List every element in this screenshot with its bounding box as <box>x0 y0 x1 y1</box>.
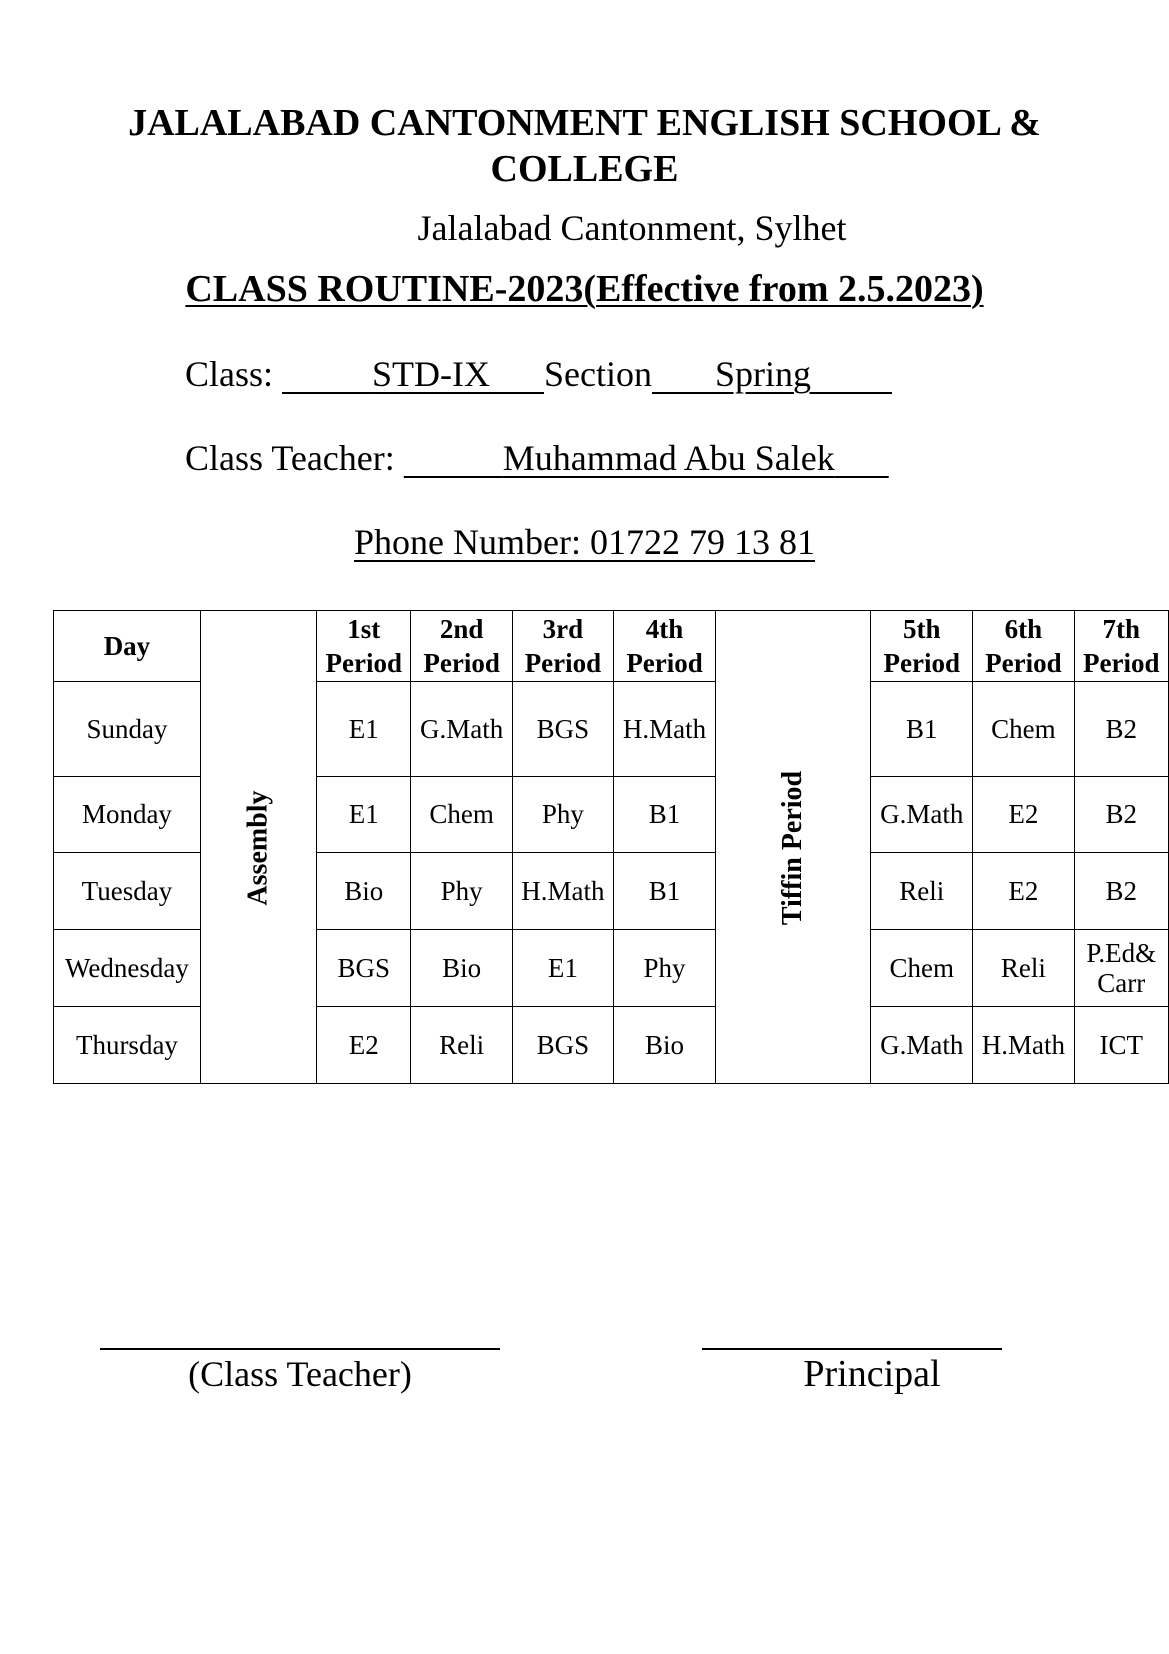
subject-cell: E2 <box>317 1007 411 1084</box>
day-header: Day <box>54 611 201 682</box>
teacher-label: Class Teacher: <box>185 438 395 478</box>
subject-cell: Chem <box>973 682 1074 777</box>
period-header: 3rd Period <box>512 611 613 682</box>
subject-cell: B2 <box>1074 853 1168 930</box>
teacher-signature-label: (Class Teacher) <box>188 1354 412 1394</box>
day-cell: Thursday <box>54 1007 201 1084</box>
subject-cell: Reli <box>871 853 973 930</box>
routine-title <box>0 266 1169 312</box>
assembly-label: Assembly <box>242 789 274 906</box>
class-label: Class: <box>185 354 274 394</box>
subject-cell: G.Math <box>871 777 973 853</box>
subject-cell: G.Math <box>871 1007 973 1084</box>
subject-cell: ICT <box>1074 1007 1168 1084</box>
period-header: 7th Period <box>1074 611 1168 682</box>
table-header-row <box>54 611 1169 682</box>
subject-cell: Phy <box>512 777 613 853</box>
subject-cell: H.Math <box>973 1007 1074 1084</box>
day-cell: Sunday <box>54 682 201 777</box>
subject-cell: E2 <box>973 777 1074 853</box>
section-value: Spring <box>714 354 811 394</box>
subject-cell: E2 <box>973 853 1074 930</box>
period-header: 2nd Period <box>411 611 512 682</box>
class-section-line <box>185 352 892 396</box>
class-routine-table <box>53 610 1169 1084</box>
subject-cell: Chem <box>411 777 512 853</box>
period-header: 4th Period <box>614 611 716 682</box>
subject-cell: E1 <box>317 682 411 777</box>
subject-cell: B1 <box>614 853 716 930</box>
tiffin-label: Tiffin Period <box>777 770 809 925</box>
subject-cell: E1 <box>317 777 411 853</box>
subject-cell: BGS <box>512 1007 613 1084</box>
class-teacher-line <box>185 436 889 480</box>
subject-cell: Bio <box>614 1007 716 1084</box>
day-cell: Tuesday <box>54 853 201 930</box>
day-cell: Monday <box>54 777 201 853</box>
subject-cell: Chem <box>871 930 973 1007</box>
subject-cell: Bio <box>411 930 512 1007</box>
subject-cell: B2 <box>1074 777 1168 853</box>
routine-title-text: CLASS ROUTINE-2023(Effective from 2.5.2023) <box>185 268 984 310</box>
subject-cell: H.Math <box>614 682 716 777</box>
subject-cell: B1 <box>614 777 716 853</box>
subject-cell: Phy <box>614 930 716 1007</box>
subject-cell: BGS <box>512 682 613 777</box>
subject-cell: Bio <box>317 853 411 930</box>
principal-signature-label: Principal <box>803 1353 941 1395</box>
tiffin-column <box>716 611 871 1084</box>
period-header: 5th Period <box>871 611 973 682</box>
phone-number: Phone Number: 01722 79 13 81 <box>354 522 815 562</box>
phone-line <box>0 520 1169 564</box>
assembly-column <box>200 611 316 1084</box>
subject-cell: G.Math <box>411 682 512 777</box>
period-header: 6th Period <box>973 611 1074 682</box>
section-label: Section <box>544 354 652 394</box>
subject-cell: Reli <box>973 930 1074 1007</box>
class-value: STD-IX <box>372 354 490 394</box>
subject-cell: B1 <box>871 682 973 777</box>
subject-cell: E1 <box>512 930 613 1007</box>
period-header: 1st Period <box>317 611 411 682</box>
school-address: Jalalabad Cantonment, Sylhet <box>417 208 847 248</box>
subject-cell: H.Math <box>512 853 613 930</box>
subject-cell: B2 <box>1074 682 1168 777</box>
subject-cell: P.Ed& Carr <box>1074 930 1168 1007</box>
day-cell: Wednesday <box>54 930 201 1007</box>
school-name: JALALABAD CANTONMENT ENGLISH SCHOOL & COLLEGE <box>128 102 1041 190</box>
teacher-value: Muhammad Abu Salek <box>502 438 835 478</box>
subject-cell: Phy <box>411 853 512 930</box>
subject-cell: BGS <box>317 930 411 1007</box>
teacher-signature-line <box>100 1348 500 1350</box>
subject-cell: Reli <box>411 1007 512 1084</box>
principal-signature-line <box>702 1348 1002 1350</box>
